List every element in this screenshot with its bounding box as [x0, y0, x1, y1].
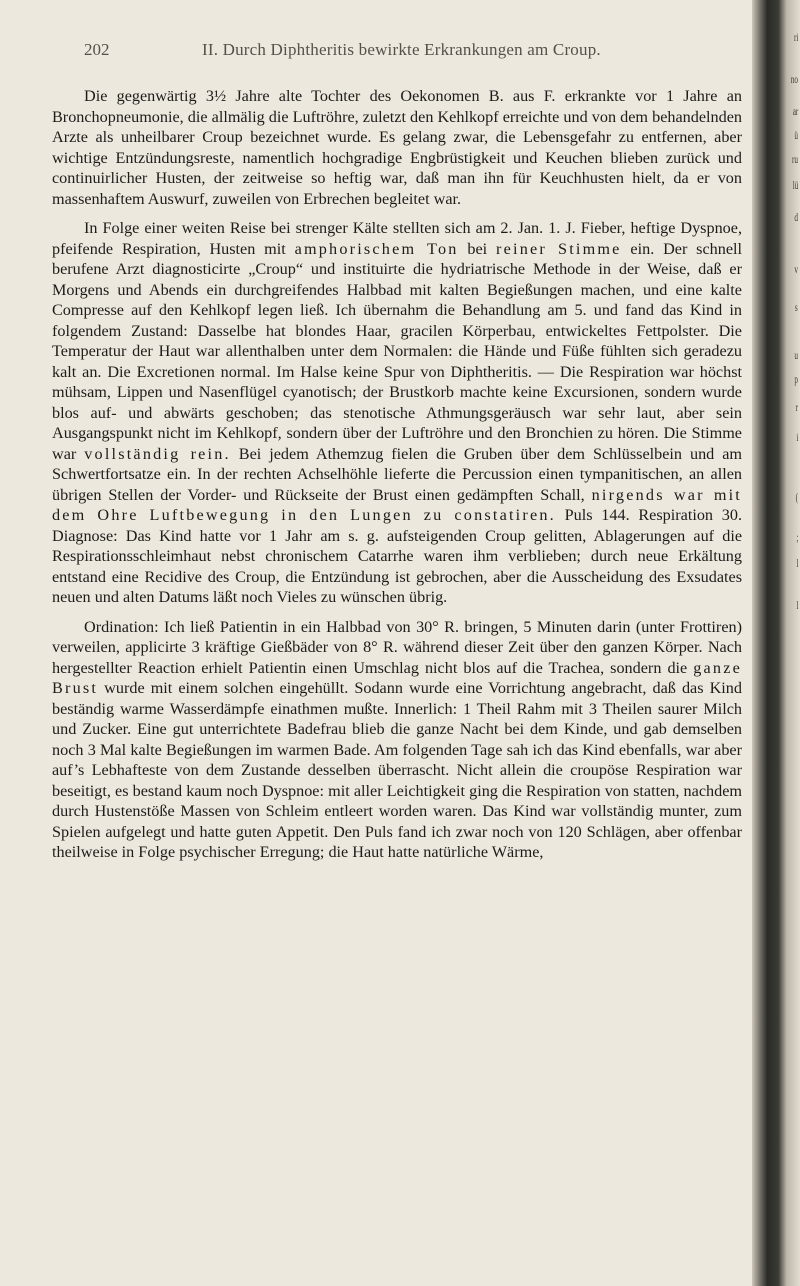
binding-fragment: lü — [792, 178, 798, 192]
binding-fragment: p — [794, 372, 798, 386]
binding-fragment: no — [790, 72, 798, 86]
text-run: In Folge einer weiten Reise bei strenger Kälte stellten sich am 2. Jan. 1. J. Fieber, heftige Dyspnoe, pfeifende Respiration, Husten mit — [52, 219, 742, 258]
text-run: Bei jedem Athemzug fielen die Gruben über dem Schlüsselbein und am Schwertfortsatze ein. In der rechten Achselhöhle lieferte die Percussion einen tympanitischen, an allen übrigen Stellen der Vorder- und Rückseite der Brust einen gedämpften Schall, — [52, 444, 743, 504]
text-run: wurde mit einem solchen eingehüllt. Sodann wurde eine Vorrichtung angebracht, daß das Kind beständig warme Wasserdämpfe einathmen mußte. Innerlich: 1 Theil Rahm mit 3 Theilen saurer Milch und Zucker. Eine gut unterrichtete Badefrau blieb die ganze Nacht bei dem Kinde, und gab demselben noch 3 Mal kalte Begießungen im warmen Bade. Am folgenden Tage sah ich das Kind ebenfalls, war aber auf’s Lebhafteste von dem Zustande desselben überrascht. Nicht allein die croupöse Respiration war beseitigt, es bestand kaum noch Dyspnoe: mit aller Leichtigkeit ging die Respiration von statten, nachdem durch Hustenstöße Massen von Schleim entleert worden waren. Das Kind war vollständig munter, zum Spielen aufgelegt und hatte guten Appetit. Den Puls fand ich zwar noch von 120 Schlägen, aber offenbar theilweise in Folge psychischer Erregung; die Haut hatte natürliche Wärme, — [52, 679, 742, 861]
running-header — [84, 40, 734, 64]
paragraph-1: Die gegenwärtig 3½ Jahre alte Tochter des Oekonomen B. aus F. erkrankte vor 1 Jahre an Bronchopneumonie, die allmälig die Luftröhre, zuletzt den Kehlkopf erreichte und von dem behandelnden Arzte als unheilbarer Croup bezeichnet wurde. Es gelang zwar, die Lebensgefahr zu entfernen, aber wichtige Entzündungsreste, namentlich hochgradige Engbrüstigkeit und Keuchen blieben zurück und continuirlicher Husten, der zeitweise so heftig war, daß man ihn für Keuchhusten hielt, da er von massenhaftem Auswurf, zuweilen von Erbrechen begleitet war. — [52, 87, 742, 208]
binding-fragment: ar — [792, 104, 798, 118]
binding-fragment: u — [794, 348, 798, 362]
text-run: ein. Der schnell berufene Arzt diagnosticirte „Croup“ und instituirte die hydriatrische Methode in der Weise, daß er Morgens und Abends ein durchgreifendes Halbbad mit kalten Begießungen machen, und eine kalte Compresse auf den Kehlkopf legen ließ. Ich übernahm die Behandlung am 5. und fand das Kind in folgendem Zustand: Dasselbe hat blondes Haar, gracilen Körperbau, entwickeltes Fettpolster. Die Temperatur der Haut war allenthalben unter dem Normalen: die Hände und Füße fühlten sich geradezu kalt an. Die Excretionen normal. Im Halse keine Spur von Diphtheritis. — Die Respiration war höchst mühsam, Lippen und Nasenflügel cyanotisch; der Brustkorb machte keine Excursionen, sondern wurde blos auf- und abwärts geschoben; das stenotische Athmungsgeräusch war sehr laut, aber sein Ausgangspunkt nicht im Kehlkopf, sondern über der Luftröhre und den Bronchien zu hören. Die Stimme war — [52, 239, 743, 463]
running-title: II. Durch Diphtheritis bewirkte Erkrankungen am Croup. — [202, 40, 601, 59]
binding-fragment: ri — [793, 30, 798, 44]
binding-fragment: v — [794, 262, 798, 276]
binding-fragment: l — [795, 556, 798, 570]
page-number: 202 — [84, 40, 110, 59]
book-binding-edge — [752, 0, 800, 1286]
binding-fragment: ru — [792, 152, 798, 166]
emphasis-text: reiner Stimme — [496, 239, 622, 258]
paragraph-3 — [52, 617, 742, 863]
emphasis-text: vollständig rein. — [84, 444, 231, 463]
body-text — [52, 86, 742, 872]
binding-fragment: s — [795, 300, 798, 314]
text-run: Ordination: Ich ließ Patientin in ein Halbbad von 30° R. bringen, 5 Minuten darin (unter Frottiren) verweilen, applicirte 3 kräftige Gießbäder von 8° R. während dieser Zeit über den ganzen Körper. Nach hergestellter Reaction erhielt Patientin einen Umschlag nicht blos auf die Trachea, sondern die — [52, 617, 742, 677]
text-run: Puls 144. Respiration 30. Diagnose: Das Kind hatte vor 1 Jahr am s. g. aufsteigenden Croup gelitten, Ablagerungen auf die Respirationsschleimhaut nebst chronischem Catarrhe waren ihm verblieben; durch neue Erkältung entstand eine Recidive des Croup, die Entzündung ist gebrochen, aber die Ausscheidung des Exsudates neuen und alten Datums läßt noch Vieles zu wünschen übrig. — [52, 506, 742, 606]
paragraph-2 — [52, 218, 742, 608]
emphasis-text: amphorischem Ton — [294, 239, 459, 258]
binding-fragment: ( — [795, 490, 798, 504]
binding-fragment: d — [794, 210, 798, 224]
binding-fragment: l — [795, 598, 798, 612]
emphasis-text: ganze Brust — [52, 658, 742, 697]
binding-fragment: ; — [795, 530, 798, 544]
binding-fragment: r — [795, 400, 798, 414]
text-run: bei — [467, 239, 488, 258]
emphasis-text: nirgends war mit dem Ohre Luftbewegung in den Lungen zu constatiren. — [52, 485, 742, 524]
binding-fragment: ü — [794, 128, 798, 142]
binding-fragment: i — [795, 430, 798, 444]
